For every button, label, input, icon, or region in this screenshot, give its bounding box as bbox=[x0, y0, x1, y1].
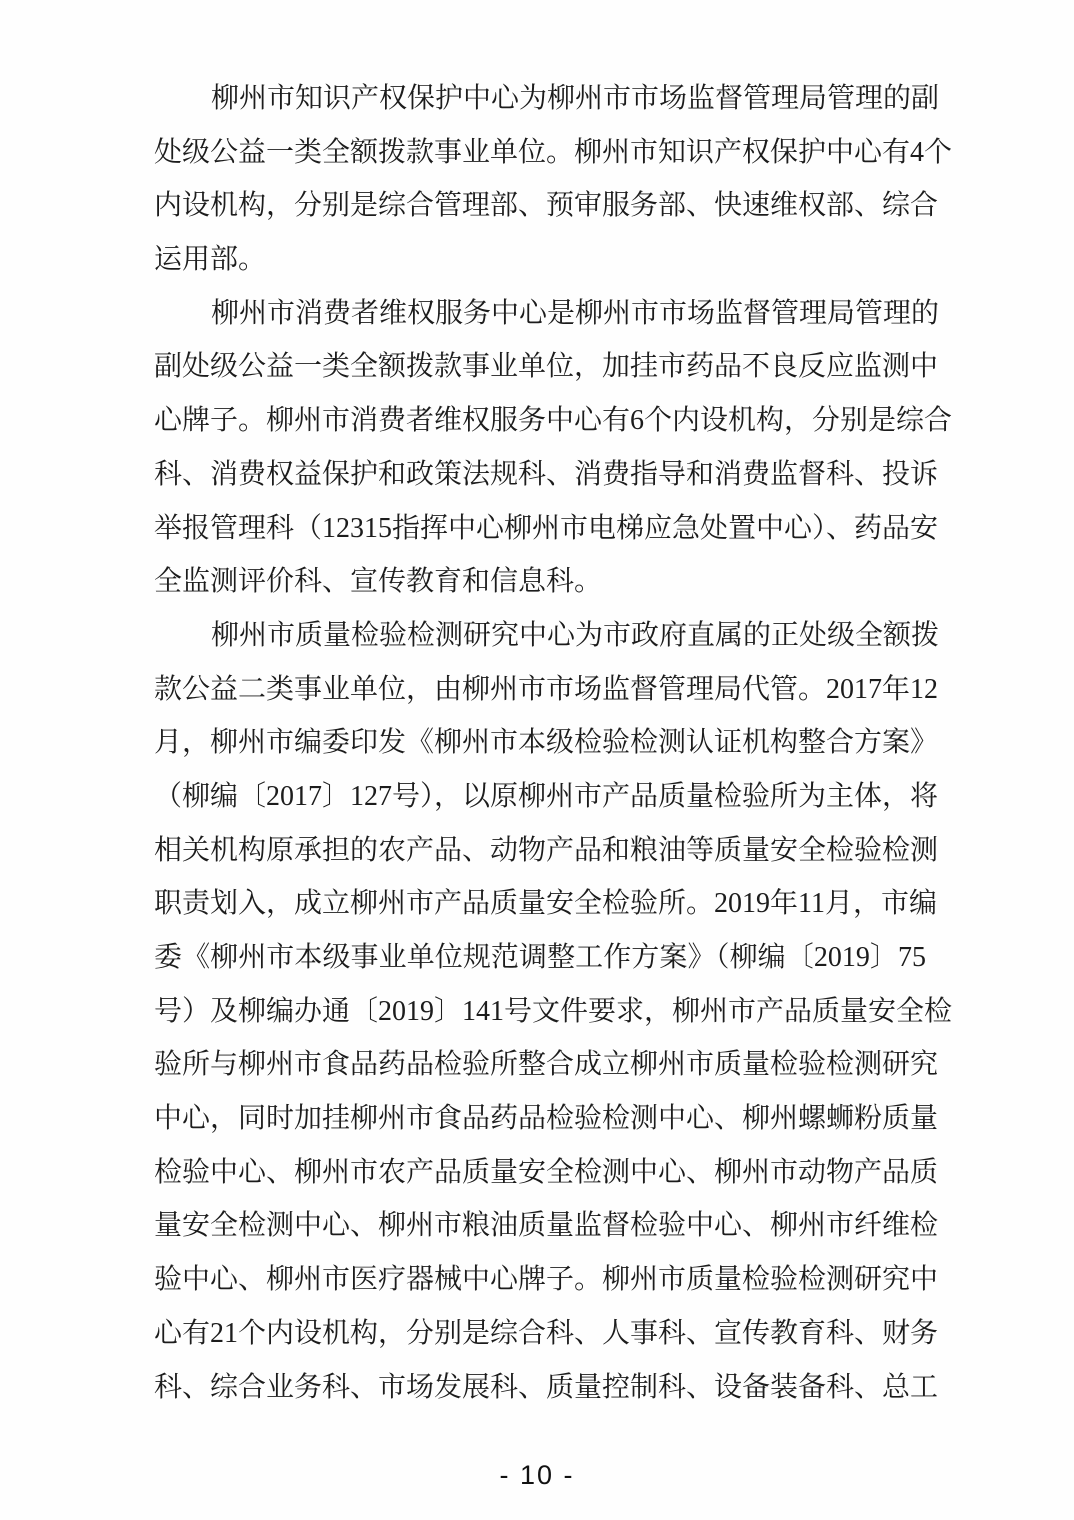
paragraph bbox=[154, 609, 953, 1414]
page-footer bbox=[0, 1460, 1074, 1500]
text-line: 量安全检测中心、柳州市粮油质量监督检验中心、柳州市纤维检 bbox=[154, 1210, 939, 1242]
text-line: （柳编〔2017〕127号），以原柳州市产品质量检验所为主体，将 bbox=[154, 780, 939, 812]
text-line: 相关机构原承担的农产品、动物产品和粮油等质量安全检验检测 bbox=[154, 834, 939, 866]
text-line: 全监测评价科、宣传教育和信息科。 bbox=[154, 566, 603, 598]
text-line: 心有21个内设机构，分别是综合科、人事科、宣传教育科、财务 bbox=[154, 1317, 939, 1349]
text-line: 月，柳州市编委印发《柳州市本级检验检测认证机构整合方案》 bbox=[154, 727, 939, 759]
text-line: 运用部。 bbox=[154, 244, 267, 276]
text-line: 柳州市质量检验检测研究中心为市政府直属的正处级全额拨 bbox=[211, 619, 940, 651]
text-line: 举报管理科（12315指挥中心柳州市电梯应急处置中心）、药品安 bbox=[154, 512, 939, 544]
text-line: 副处级公益一类全额拨款事业单位，加挂市药品不良反应监测中 bbox=[154, 351, 939, 383]
text-line: 中心，同时加挂柳州市食品药品检验检测中心、柳州螺蛳粉质量 bbox=[154, 1103, 939, 1135]
text-line: 委《柳州市本级事业单位规范调整工作方案》（柳编〔2019〕75 bbox=[154, 942, 926, 973]
text-line: 科、消费权益保护和政策法规科、消费指导和消费监督科、投诉 bbox=[154, 458, 939, 490]
text-line: 柳州市知识产权保护中心为柳州市市场监督管理局管理的副 bbox=[211, 83, 940, 114]
text-line: 验中心、柳州市医疗器械中心牌子。柳州市质量检验检测研究中 bbox=[154, 1264, 939, 1296]
text-line: 内设机构，分别是综合管理部、预审服务部、快速维权部、综合 bbox=[154, 190, 939, 222]
text-line: 处级公益一类全额拨款事业单位。柳州市知识产权保护中心有4个 bbox=[154, 136, 953, 168]
text-line: 职责划入，成立柳州市产品质量安全检验所。2019年11月，市编 bbox=[154, 888, 937, 920]
text-line: 款公益二类事业单位，由柳州市市场监督管理局代管。2017年12 bbox=[154, 673, 939, 705]
text-line: 柳州市消费者维权服务中心是柳州市市场监督管理局管理的 bbox=[211, 297, 940, 329]
page-number: - 10 - bbox=[499, 1460, 575, 1490]
text-line: 科、综合业务科、市场发展科、质量控制科、设备装备科、总工 bbox=[154, 1371, 939, 1403]
paragraph bbox=[154, 72, 953, 287]
text-line: 心牌子。柳州市消费者维权服务中心有6个内设机构，分别是综合 bbox=[154, 405, 953, 437]
text-line: 验所与柳州市食品药品检验所整合成立柳州市质量检验检测研究 bbox=[154, 1049, 939, 1081]
document-body bbox=[154, 72, 953, 1414]
text-line: 号）及柳编办通〔2019〕141号文件要求，柳州市产品质量安全检 bbox=[154, 995, 953, 1027]
text-line: 检验中心、柳州市农产品质量安全检测中心、柳州市动物产品质 bbox=[154, 1156, 939, 1188]
paragraph bbox=[154, 287, 953, 609]
